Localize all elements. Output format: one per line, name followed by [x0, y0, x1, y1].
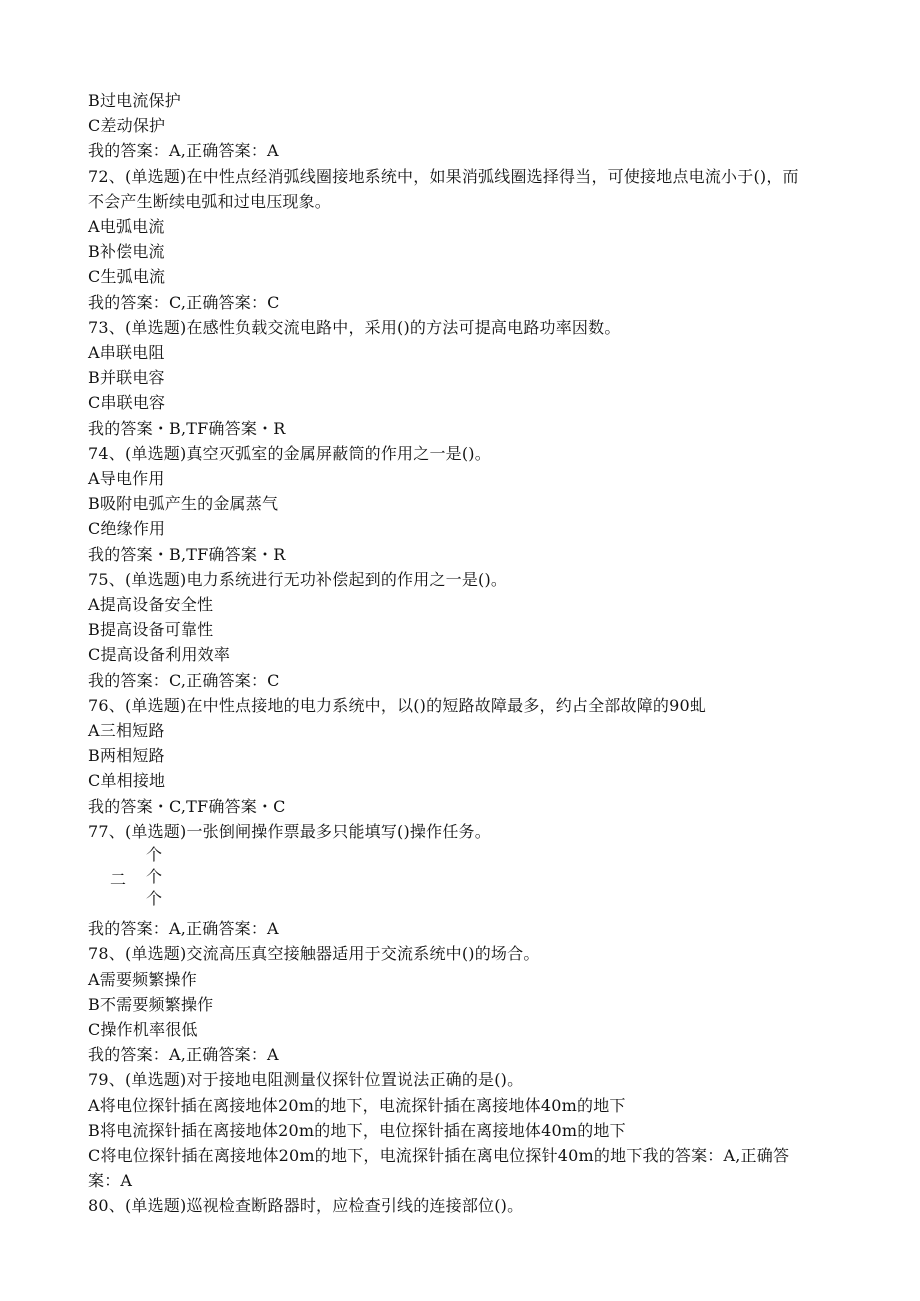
question-73: 73、(单选题)在感性负载交流电路中，采用()的方法可提高电路功率因数。 [88, 317, 621, 337]
option-line: B将电流探针插在离接地体20m的地下，电位探针插在离接地体40m的地下 [88, 1120, 626, 1140]
answer-line: 我的答案：A,正确答案：A [88, 1045, 279, 1065]
option-line: A导电作用 [88, 469, 165, 489]
question-77: 77、(单选题)一张倒闸操作票最多只能填写()操作任务。 [88, 821, 491, 841]
option-line: A电弧电流 [88, 217, 165, 237]
question-76: 76、(单选题)在中性点接地的电力系统中，以()的短路故障最多，约占全部故障的90虬 [88, 695, 707, 715]
options-column [146, 844, 162, 910]
answer-line: 我的答案・C,TF确答案・C [88, 796, 286, 816]
question-72: 72、(单选题)在中性点经消弧线圈接地系统中，如果消弧线圈选择得当，可使接地点电流小于()，而不会产生断续电弧和过电压现象。 [88, 166, 799, 211]
question-80: 80、(单选题)巡视检查断路器时，应检查引线的连接部位()。 [88, 1196, 524, 1216]
option-line: B过电流保护 [88, 91, 181, 110]
option-glyph: 个 [146, 867, 163, 887]
options-dash: 二 [110, 870, 127, 890]
option-line: C生弧电流 [88, 267, 166, 287]
option-glyph: 个 [146, 889, 163, 909]
option-line: C差动保护 [88, 116, 166, 136]
option-line: C单相接地 [88, 771, 166, 791]
answer-line: 我的答案：C,正确答案：C [88, 670, 280, 690]
answer-line: 我的答案・B,TF确答案・R [88, 544, 286, 564]
option-line: A三相短路 [88, 721, 165, 741]
option-line: C操作机率很低 [88, 1019, 198, 1039]
option-line: A提高设备安全性 [88, 595, 214, 615]
question-75: 75、(单选题)电力系统进行无功补偿起到的作用之一是()。 [88, 569, 508, 589]
answer-line: 我的答案：A,正确答案：A [88, 919, 279, 939]
option-line: A将电位探针插在离接地体20m的地下，电流探针插在离接地体40m的地下 [88, 1095, 626, 1115]
option-line: C串联电容 [88, 393, 166, 413]
option-line: B吸附电弧产生的金属蒸气 [88, 494, 279, 514]
question-74: 74、(单选题)真空灭弧室的金属屏蔽筒的作用之一是()。 [88, 443, 491, 463]
option-line: B两相短路 [88, 746, 165, 766]
option-line: B不需要频繁操作 [88, 994, 214, 1014]
option-line: C绝缘作用 [88, 519, 166, 539]
option-line: A串联电阻 [88, 343, 165, 363]
option-line: A需要频繁操作 [88, 969, 197, 989]
answer-line: 我的答案：C,正确答案：C [88, 292, 280, 312]
option-line: C提高设备利用效率 [88, 645, 231, 665]
document-page [88, 88, 808, 1219]
question-77-options [88, 844, 808, 916]
question-79: 79、(单选题)对于接地电阻测量仪探针位置说法正确的是()。 [88, 1070, 524, 1090]
option-line: C将电位探针插在离接地体20m的地下，电流探针插在离电位探针40m的地下我的答案：A,正确答案：A [88, 1145, 790, 1191]
option-line: B并联电容 [88, 368, 165, 388]
answer-line: 我的答案・B,TF确答案・R [88, 418, 286, 438]
option-line: B补偿电流 [88, 242, 165, 262]
option-glyph: 个 [146, 845, 163, 865]
option-line: B提高设备可靠性 [88, 620, 214, 640]
answer-line: 我的答案：A,正确答案：A [88, 141, 279, 161]
question-78: 78、(单选题)交流高压真空接触器适用于交流系统中()的场合。 [88, 944, 540, 964]
